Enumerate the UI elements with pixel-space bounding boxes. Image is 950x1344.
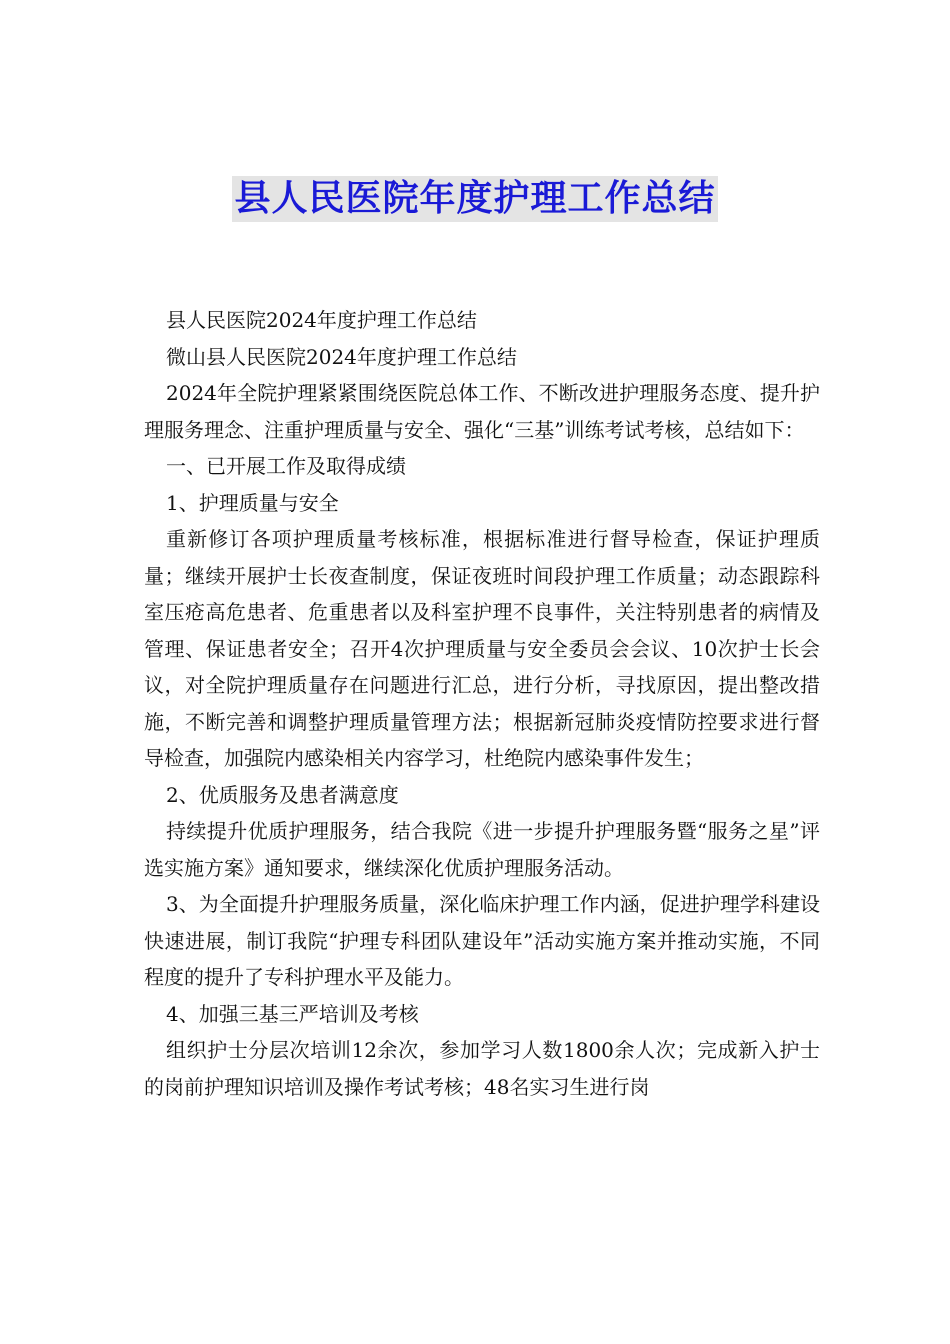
subheading-training: 4、加强三基三严培训及考核 <box>166 1001 419 1026</box>
paragraph-intro: 2024年全院护理紧紧围绕医院总体工作、不断改进护理服务态度、提升护理服务理念、注重护理质量与安全、强化“三基”训练考试考核，总结如下： <box>144 381 820 442</box>
document-body <box>144 302 820 1105</box>
subheading-quality-safety: 1、护理质量与安全 <box>166 490 339 515</box>
paragraph-subtitle-full: 微山县人民医院2024年度护理工作总结 <box>166 344 517 369</box>
section-heading-achievements: 一、已开展工作及取得成绩 <box>166 454 406 478</box>
document-title: 县人民医院年度护理工作总结 <box>232 176 717 222</box>
paragraph-specialty-team: 3、为全面提升护理服务质量，深化临床护理工作内涵，促进护理学科建设快速进展，制订我院“护理专科团队建设年”活动实施方案并推动实施，不同程度的提升了专科护理水平及能力。 <box>144 892 820 989</box>
paragraph-training: 组织护士分层次培训12余次，参加学习人数1800余人次；完成新入护士的岗前护理知识培训及操作考试考核；48名实习生进行岗 <box>144 1038 820 1099</box>
title-container <box>0 176 950 222</box>
subheading-quality-service: 2、优质服务及患者满意度 <box>166 782 399 807</box>
paragraph-subtitle: 县人民医院2024年度护理工作总结 <box>166 308 477 332</box>
paragraph-quality-service: 持续提升优质护理服务，结合我院《进一步提升护理服务暨“服务之星”评选实施方案》通知要求，继续深化优质护理服务活动。 <box>144 819 820 880</box>
paragraph-quality-safety: 重新修订各项护理质量考核标准，根据标准进行督导检查，保证护理质量；继续开展护士长夜查制度，保证夜班时间段护理工作质量；动态跟踪科室压疮高危患者、危重患者以及科室护理不良事件，关注特别患者的病情及管理、保证患者安全；召开4次护理质量与安全委员会会议、10次护士长会议，对全院护理质量存在问题进行汇总，进行分析，寻找原因，提出整改措施，不断完善和调整护理质量管理方法；根据新冠肺炎疫情防控要求进行督导检查，加强院内感染相关内容学习，杜绝院内感染事件发生； <box>144 527 820 770</box>
